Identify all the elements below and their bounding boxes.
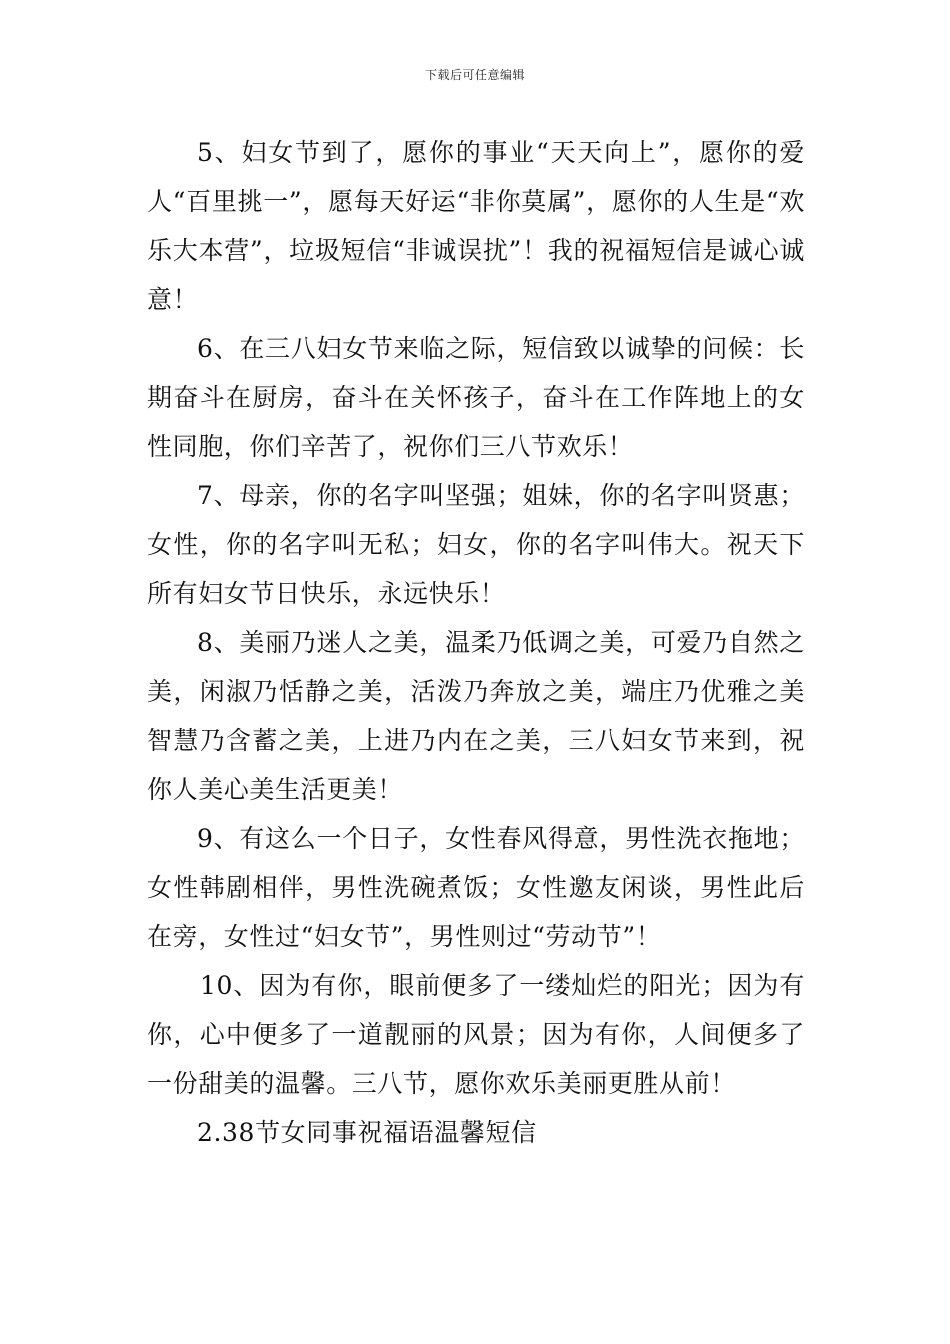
blessing-paragraph-7: 7、母亲，你的名字叫坚强；姐妹，你的名字叫贤惠；女性，你的名字叫无私；妇女，你的名字叫伟大。祝天下所有妇女节日快乐，永远快乐！ (147, 481, 805, 608)
blessing-paragraph-5: 5、妇女节到了，愿你的事业“天天向上”，愿你的爱人“百里挑一”，愿每天好运“非你莫属”，愿你的人生是“欢乐大本营”，垃圾短信“非诚误扰”！我的祝福短信是诚心诚意！ (147, 138, 805, 314)
page-header: 下载后可任意编辑 (424, 68, 525, 82)
blessing-paragraph-10: 10、因为有你，眼前便多了一缕灿烂的阳光；因为有你，心中便多了一道靓丽的风景；因为有你，人间便多了一份甜美的温馨。三八节，愿你欢乐美丽更胜从前！ (147, 971, 805, 1098)
blessing-paragraph-8: 8、美丽乃迷人之美，温柔乃低调之美，可爱乃自然之美，闲淑乃恬静之美，活泼乃奔放之美，端庄乃优雅之美智慧乃含蓄之美，上进乃内在之美，三八妇女节来到，祝你人美心美生活更美！ (147, 628, 805, 804)
blessing-paragraph-6: 6、在三八妇女节来临之际，短信致以诚挚的问候：长期奋斗在厨房，奋斗在关怀孩子，奋斗在工作阵地上的女性同胞，你们辛苦了，祝你们三八节欢乐！ (147, 334, 805, 461)
document-body (147, 128, 805, 1157)
section-heading: 2.38节女同事祝福语温馨短信 (197, 1118, 537, 1147)
blessing-paragraph-9: 9、有这么一个日子，女性春风得意，男性洗衣拖地；女性韩剧相伴，男性洗碗煮饭；女性邀友闲谈，男性此后在旁，女性过“妇女节”，男性则过“劳动节”！ (147, 824, 805, 951)
